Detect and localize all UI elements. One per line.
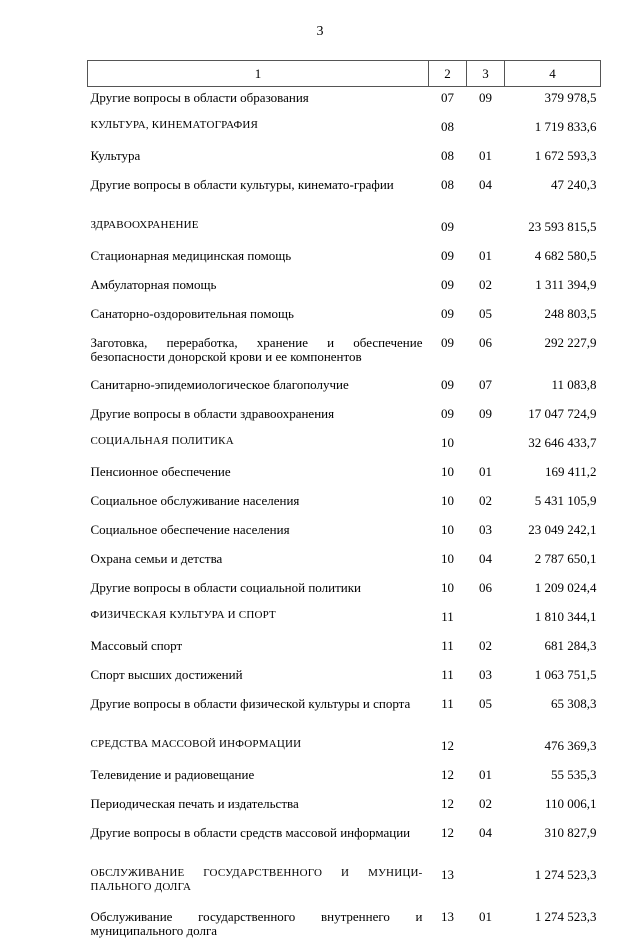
row-section-code: 11: [429, 664, 467, 693]
row-amount: 476 369,3: [505, 735, 601, 764]
row-subsection-code: [467, 864, 505, 906]
row-subsection-code: 01: [467, 145, 505, 174]
row-section-code: 11: [429, 693, 467, 735]
row-subsection-code: [467, 116, 505, 145]
row-name: СРЕДСТВА МАССОВОЙ ИНФОРМАЦИИ: [88, 735, 429, 764]
row-subsection-code: 07: [467, 374, 505, 403]
row-section-code: 09: [429, 403, 467, 432]
table-row: [88, 432, 601, 461]
row-amount: 310 827,9: [505, 822, 601, 864]
row-name: Амбулаторная помощь: [88, 274, 429, 303]
row-section-code: 11: [429, 635, 467, 664]
row-section-code: 09: [429, 303, 467, 332]
row-name: КУЛЬТУРА, КИНЕМАТОГРАФИЯ: [88, 116, 429, 145]
table-row: [88, 548, 601, 577]
budget-table: [87, 60, 601, 948]
row-name: Культура: [88, 145, 429, 174]
row-section-code: 12: [429, 822, 467, 864]
row-amount: 23 593 815,5: [505, 216, 601, 245]
row-section-code: 10: [429, 577, 467, 606]
row-section-code: 13: [429, 864, 467, 906]
row-name: Другие вопросы в области здравоохранения: [88, 403, 429, 432]
row-subsection-code: [467, 432, 505, 461]
row-amount: 11 083,8: [505, 374, 601, 403]
row-name: Охрана семьи и детства: [88, 548, 429, 577]
row-name: СОЦИАЛЬНАЯ ПОЛИТИКА: [88, 432, 429, 461]
row-subsection-code: 01: [467, 906, 505, 948]
table-row: [88, 490, 601, 519]
row-section-code: 09: [429, 374, 467, 403]
row-name: Пенсионное обеспечение: [88, 461, 429, 490]
table-row: [88, 87, 601, 117]
row-amount: 379 978,5: [505, 87, 601, 117]
table-row: [88, 519, 601, 548]
row-section-code: 11: [429, 606, 467, 635]
row-amount: 4 682 580,5: [505, 245, 601, 274]
row-subsection-code: 09: [467, 403, 505, 432]
row-subsection-code: 01: [467, 461, 505, 490]
row-section-code: 10: [429, 490, 467, 519]
row-name: Заготовка, переработка, хранение и обеспечение безопасности донорской крови и ее компонентов: [88, 332, 429, 374]
row-subsection-code: 06: [467, 577, 505, 606]
row-subsection-code: 02: [467, 793, 505, 822]
row-subsection-code: 04: [467, 548, 505, 577]
row-name: Стационарная медицинская помощь: [88, 245, 429, 274]
row-subsection-code: 06: [467, 332, 505, 374]
table-row: [88, 906, 601, 948]
row-subsection-code: [467, 216, 505, 245]
table-row: [88, 822, 601, 864]
table-row: [88, 864, 601, 906]
row-amount: 1 672 593,3: [505, 145, 601, 174]
row-subsection-code: 09: [467, 87, 505, 117]
page-number: 3: [0, 24, 640, 40]
row-section-code: 10: [429, 548, 467, 577]
table-row: [88, 174, 601, 216]
row-amount: 55 535,3: [505, 764, 601, 793]
header-col-1: 1: [88, 61, 429, 87]
row-name: Телевидение и радиовещание: [88, 764, 429, 793]
row-section-code: 10: [429, 519, 467, 548]
row-name: ЗДРАВООХРАНЕНИЕ: [88, 216, 429, 245]
table-row: [88, 764, 601, 793]
row-subsection-code: 01: [467, 245, 505, 274]
row-amount: 1 209 024,4: [505, 577, 601, 606]
row-subsection-code: 03: [467, 519, 505, 548]
row-amount: 292 227,9: [505, 332, 601, 374]
row-name: Периодическая печать и издательства: [88, 793, 429, 822]
row-amount: 1 063 751,5: [505, 664, 601, 693]
row-amount: 1 719 833,6: [505, 116, 601, 145]
row-subsection-code: 04: [467, 174, 505, 216]
row-amount: 23 049 242,1: [505, 519, 601, 548]
row-subsection-code: 02: [467, 635, 505, 664]
table-row: [88, 116, 601, 145]
table-row: [88, 303, 601, 332]
table-row: [88, 145, 601, 174]
row-amount: 17 047 724,9: [505, 403, 601, 432]
row-section-code: 12: [429, 764, 467, 793]
row-section-code: 08: [429, 174, 467, 216]
table-row: [88, 793, 601, 822]
table-row: [88, 693, 601, 735]
row-name: Другие вопросы в области культуры, кинемато-графии: [88, 174, 429, 216]
row-section-code: 12: [429, 793, 467, 822]
table-row: [88, 664, 601, 693]
row-amount: 32 646 433,7: [505, 432, 601, 461]
table-row: [88, 606, 601, 635]
row-subsection-code: 03: [467, 664, 505, 693]
row-section-code: 10: [429, 432, 467, 461]
row-section-code: 09: [429, 332, 467, 374]
row-amount: 248 803,5: [505, 303, 601, 332]
header-col-2: 2: [429, 61, 467, 87]
table-row: [88, 245, 601, 274]
row-subsection-code: 02: [467, 274, 505, 303]
row-name: Массовый спорт: [88, 635, 429, 664]
row-subsection-code: 04: [467, 822, 505, 864]
row-section-code: 09: [429, 216, 467, 245]
row-amount: 1 274 523,3: [505, 906, 601, 948]
row-amount: 47 240,3: [505, 174, 601, 216]
row-subsection-code: 01: [467, 764, 505, 793]
row-section-code: 09: [429, 245, 467, 274]
row-amount: 169 411,2: [505, 461, 601, 490]
row-name: Другие вопросы в области средств массовой информации: [88, 822, 429, 864]
table-row: [88, 332, 601, 374]
row-name: Другие вопросы в области социальной политики: [88, 577, 429, 606]
row-name: Социальное обеспечение населения: [88, 519, 429, 548]
row-name: Другие вопросы в области физической культуры и спорта: [88, 693, 429, 735]
row-subsection-code: 02: [467, 490, 505, 519]
row-amount: 1 274 523,3: [505, 864, 601, 906]
row-subsection-code: 05: [467, 693, 505, 735]
row-amount: 110 006,1: [505, 793, 601, 822]
row-section-code: 07: [429, 87, 467, 117]
table-row: [88, 216, 601, 245]
table-row: [88, 735, 601, 764]
row-amount: 681 284,3: [505, 635, 601, 664]
row-name: Санитарно-эпидемиологическое благополучие: [88, 374, 429, 403]
row-amount: 2 787 650,1: [505, 548, 601, 577]
row-subsection-code: [467, 735, 505, 764]
table-row: [88, 635, 601, 664]
row-name: Обслуживание государственного внутреннего и муниципального долга: [88, 906, 429, 948]
row-section-code: 09: [429, 274, 467, 303]
row-amount: 1 311 394,9: [505, 274, 601, 303]
table-row: [88, 577, 601, 606]
row-name: Социальное обслуживание населения: [88, 490, 429, 519]
row-name: Другие вопросы в области образования: [88, 87, 429, 117]
row-amount: 5 431 105,9: [505, 490, 601, 519]
table-row: [88, 274, 601, 303]
row-subsection-code: 05: [467, 303, 505, 332]
row-name: ОБСЛУЖИВАНИЕ ГОСУДАРСТВЕННОГО И МУНИЦИ-ПАЛЬНОГО ДОЛГА: [88, 864, 429, 906]
row-section-code: 10: [429, 461, 467, 490]
row-name: Санаторно-оздоровительная помощь: [88, 303, 429, 332]
header-col-4: 4: [505, 61, 601, 87]
row-amount: 65 308,3: [505, 693, 601, 735]
table-header-row: [88, 61, 601, 87]
row-section-code: 08: [429, 116, 467, 145]
table-row: [88, 461, 601, 490]
table-body: [88, 87, 601, 948]
row-name: Спорт высших достижений: [88, 664, 429, 693]
row-section-code: 12: [429, 735, 467, 764]
row-amount: 1 810 344,1: [505, 606, 601, 635]
table-row: [88, 374, 601, 403]
table-row: [88, 403, 601, 432]
header-col-3: 3: [467, 61, 505, 87]
row-section-code: 13: [429, 906, 467, 948]
row-subsection-code: [467, 606, 505, 635]
row-name: ФИЗИЧЕСКАЯ КУЛЬТУРА И СПОРТ: [88, 606, 429, 635]
row-section-code: 08: [429, 145, 467, 174]
